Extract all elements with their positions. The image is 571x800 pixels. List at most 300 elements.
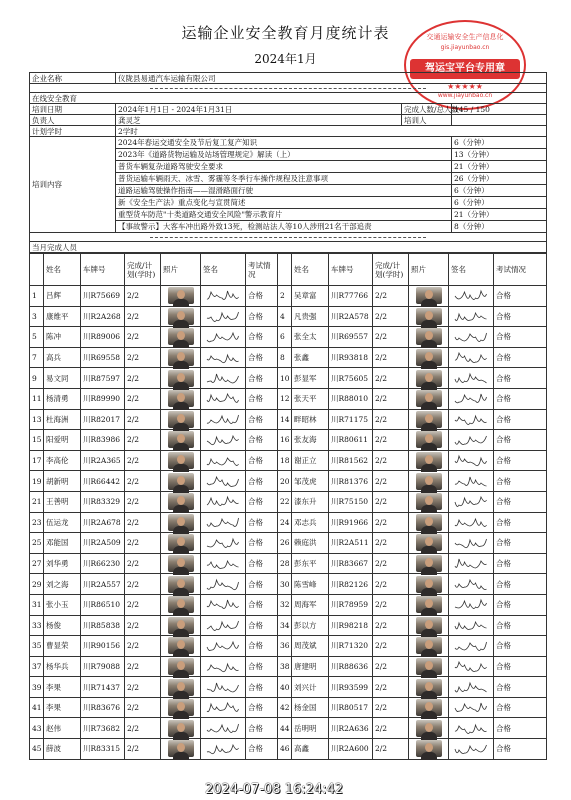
completion-ratio: 2/2	[373, 656, 409, 677]
photo-cell	[409, 615, 449, 636]
signature	[451, 514, 493, 531]
driver-photo	[416, 349, 442, 366]
plate-number: 川R93599	[329, 677, 373, 698]
signature	[451, 699, 493, 716]
row-number: 25	[30, 533, 44, 554]
signature	[203, 452, 245, 469]
table-row	[30, 718, 547, 739]
completion-ratio: 2/2	[125, 636, 161, 657]
photo-cell	[161, 409, 201, 430]
header-plate: 车牌号	[81, 254, 125, 286]
driver-name: 谢正立	[292, 450, 329, 471]
driver-name: 周海军	[292, 594, 329, 615]
exam-result: 合格	[246, 512, 278, 533]
signature-cell	[449, 286, 494, 307]
row-number: 12	[278, 388, 292, 409]
exam-result: 合格	[246, 594, 278, 615]
driver-name: 赵伟	[44, 718, 81, 739]
hours-value: 2学时	[116, 126, 547, 137]
signature-cell	[449, 739, 494, 760]
row-number: 44	[278, 718, 292, 739]
plate-number: 川R73682	[81, 718, 125, 739]
signature-cell	[449, 533, 494, 554]
plate-number: 川R66442	[81, 471, 125, 492]
photo-cell	[409, 306, 449, 327]
exam-result: 合格	[494, 697, 547, 718]
driver-photo	[416, 699, 442, 716]
exam-result: 合格	[494, 553, 547, 574]
driver-photo	[416, 431, 442, 448]
hours-label: 计划学时	[30, 126, 116, 137]
signature	[203, 308, 245, 325]
row-number: 21	[30, 491, 44, 512]
driver-photo	[416, 370, 442, 387]
signature	[451, 637, 493, 654]
photo-cell	[161, 718, 201, 739]
header-blank	[278, 254, 292, 286]
driver-photo	[168, 431, 194, 448]
signature-cell	[449, 430, 494, 451]
row-number: 11	[30, 388, 44, 409]
plate-number: 川R93818	[329, 347, 373, 368]
plate-number: 川R83329	[81, 491, 125, 512]
signature	[451, 555, 493, 572]
row-number: 1	[30, 286, 44, 307]
signature	[203, 658, 245, 675]
exam-result: 合格	[246, 677, 278, 698]
driver-name: 陈冲	[44, 327, 81, 348]
completion-ratio: 2/2	[125, 594, 161, 615]
table-row	[30, 533, 547, 554]
plate-number: 川R80517	[329, 697, 373, 718]
divider	[30, 233, 547, 242]
signature-cell	[449, 347, 494, 368]
driver-name: 曹显荣	[44, 636, 81, 657]
driver-photo	[416, 534, 442, 551]
signature-cell	[201, 306, 246, 327]
driver-photo	[416, 720, 442, 737]
plate-number: 川R89006	[81, 327, 125, 348]
row-number: 13	[30, 409, 44, 430]
plate-number: 川R91966	[329, 512, 373, 533]
photo-cell	[161, 388, 201, 409]
row-number: 43	[30, 718, 44, 739]
table-row	[30, 327, 547, 348]
exam-result: 合格	[246, 327, 278, 348]
header-sign: 签名	[449, 254, 494, 286]
completion-ratio: 2/2	[125, 739, 161, 760]
driver-photo	[416, 308, 442, 325]
signature	[203, 637, 245, 654]
driver-photo	[168, 637, 194, 654]
driver-name: 易文同	[44, 368, 81, 389]
signature	[203, 493, 245, 510]
signature-cell	[201, 574, 246, 595]
course-name: 2024年春运交通安全及节后复工复产知识	[116, 137, 452, 149]
completion-ratio: 2/2	[373, 327, 409, 348]
driver-photo	[168, 390, 194, 407]
completion-ratio: 2/2	[373, 306, 409, 327]
completion-ratio: 2/2	[125, 471, 161, 492]
driver-name: 张友海	[292, 430, 329, 451]
driver-name: 邓能国	[44, 533, 81, 554]
course-name: 道路运输驾驶操作指南——湿滑路面行驶	[116, 185, 452, 197]
count-value: 145 / 150	[452, 104, 547, 115]
signature	[451, 473, 493, 490]
exam-result: 合格	[246, 430, 278, 451]
completion-ratio: 2/2	[125, 697, 161, 718]
photo-cell	[409, 409, 449, 430]
plate-number: 川R71175	[329, 409, 373, 430]
completion-ratio: 2/2	[125, 718, 161, 739]
completion-ratio: 2/2	[373, 533, 409, 554]
row-number: 29	[30, 574, 44, 595]
photo-cell	[409, 533, 449, 554]
driver-name: 胡新明	[44, 471, 81, 492]
header-photo: 照片	[161, 254, 201, 286]
plate-number: 川R2A636	[329, 718, 373, 739]
stamp-arc-text: 交通运输安全生产信息化	[426, 33, 504, 41]
photo-cell	[409, 677, 449, 698]
driver-name: 张小玉	[44, 594, 81, 615]
course-duration: 13（分钟）	[452, 149, 547, 161]
signature-cell	[201, 656, 246, 677]
signature-cell	[449, 512, 494, 533]
driver-name: 王善明	[44, 491, 81, 512]
photo-cell	[161, 615, 201, 636]
completion-ratio: 2/2	[373, 368, 409, 389]
table-row	[30, 697, 547, 718]
exam-result: 合格	[494, 533, 547, 554]
signature	[451, 411, 493, 428]
driver-photo	[416, 452, 442, 469]
signature	[451, 370, 493, 387]
completed-label: 当月完成人员	[30, 242, 547, 253]
plate-number: 川R90156	[81, 636, 125, 657]
driver-photo	[168, 658, 194, 675]
exam-result: 合格	[246, 553, 278, 574]
row-number: 26	[278, 533, 292, 554]
row-number: 41	[30, 697, 44, 718]
exam-result: 合格	[246, 450, 278, 471]
driver-name: 吴章富	[292, 286, 329, 307]
photo-cell	[409, 574, 449, 595]
completion-ratio: 2/2	[373, 636, 409, 657]
plate-number: 川R2A511	[329, 533, 373, 554]
photo-cell	[161, 450, 201, 471]
exam-result: 合格	[494, 574, 547, 595]
driver-photo	[168, 287, 194, 304]
driver-photo	[416, 287, 442, 304]
driver-name: 陈雪峰	[292, 574, 329, 595]
plate-number: 川R71437	[81, 677, 125, 698]
completion-ratio: 2/2	[125, 615, 161, 636]
photo-cell	[409, 594, 449, 615]
photo-cell	[161, 636, 201, 657]
photo-cell	[161, 368, 201, 389]
signature	[451, 534, 493, 551]
signature-cell	[201, 409, 246, 430]
driver-name: 伍运龙	[44, 512, 81, 533]
photo-cell	[161, 533, 201, 554]
company-label: 企业名称	[30, 73, 116, 84]
driver-photo	[416, 617, 442, 634]
table-row	[30, 553, 547, 574]
company-value: 仪陇县易通汽车运输有限公司	[116, 73, 547, 84]
driver-name: 刘华勇	[44, 553, 81, 574]
driver-name: 赖庭洪	[292, 533, 329, 554]
photo-cell	[161, 656, 201, 677]
driver-name: 邓志兵	[292, 512, 329, 533]
signature-cell	[449, 491, 494, 512]
signature-cell	[201, 471, 246, 492]
photo-cell	[409, 388, 449, 409]
signature-cell	[449, 677, 494, 698]
plate-number: 川R83986	[81, 430, 125, 451]
driver-photo	[168, 308, 194, 325]
exam-result: 合格	[246, 533, 278, 554]
signature-cell	[201, 697, 246, 718]
photo-cell	[409, 368, 449, 389]
completion-ratio: 2/2	[373, 450, 409, 471]
course-name: 2023年《道路货物运输及站场管理规定》解读（上）	[116, 149, 452, 161]
timestamp-watermark: 2024-07-08 16:24:42	[205, 782, 344, 797]
plate-number: 川R82017	[81, 409, 125, 430]
course-name: 重型货车防范"十类道路交通安全风险"警示教育片	[116, 209, 452, 221]
driver-photo	[416, 514, 442, 531]
row-number: 39	[30, 677, 44, 698]
driver-name: 杨金国	[292, 697, 329, 718]
completion-ratio: 2/2	[373, 409, 409, 430]
row-number: 33	[30, 615, 44, 636]
completion-ratio: 2/2	[373, 574, 409, 595]
row-number: 9	[30, 368, 44, 389]
signature	[451, 390, 493, 407]
plate-number: 川R78959	[329, 594, 373, 615]
report-sheet	[29, 72, 546, 760]
driver-name: 张天平	[292, 388, 329, 409]
completion-ratio: 2/2	[373, 697, 409, 718]
driver-photo	[168, 699, 194, 716]
course-duration: 21（分钟）	[452, 161, 547, 173]
signature	[203, 287, 245, 304]
signature	[203, 555, 245, 572]
driver-photo	[416, 328, 442, 345]
row-number: 7	[30, 347, 44, 368]
course-duration: 6（分钟）	[452, 185, 547, 197]
plate-number: 川R2A578	[329, 306, 373, 327]
table-row	[30, 450, 547, 471]
signature-cell	[449, 574, 494, 595]
driver-name: 高兵	[44, 347, 81, 368]
completion-ratio: 2/2	[125, 430, 161, 451]
completion-ratio: 2/2	[125, 368, 161, 389]
stamp-url-top: gis.jiayunbao.cn	[440, 44, 490, 51]
row-number: 46	[278, 739, 292, 760]
driver-name: 岳明明	[292, 718, 329, 739]
driver-photo	[416, 576, 442, 593]
completion-ratio: 2/2	[373, 615, 409, 636]
photo-cell	[161, 327, 201, 348]
row-number: 6	[278, 327, 292, 348]
driver-photo	[416, 740, 442, 757]
driver-name: 高鑫	[292, 739, 329, 760]
exam-result: 合格	[494, 306, 547, 327]
driver-photo	[168, 679, 194, 696]
info-table	[29, 72, 547, 253]
exam-result: 合格	[246, 471, 278, 492]
table-row	[30, 430, 547, 451]
plate-number: 川R79088	[81, 656, 125, 677]
driver-photo	[416, 473, 442, 490]
photo-cell	[161, 553, 201, 574]
row-number: 30	[278, 574, 292, 595]
completion-ratio: 2/2	[373, 512, 409, 533]
photo-cell	[409, 553, 449, 574]
signature	[203, 390, 245, 407]
exam-result: 合格	[246, 368, 278, 389]
signature-cell	[201, 739, 246, 760]
header-name: 姓名	[292, 254, 329, 286]
signature	[203, 740, 245, 757]
signature	[451, 349, 493, 366]
row-number: 14	[278, 409, 292, 430]
plate-number: 川R87597	[81, 368, 125, 389]
signature-cell	[449, 615, 494, 636]
driver-photo	[168, 534, 194, 551]
signature-cell	[201, 553, 246, 574]
driver-photo	[416, 596, 442, 613]
trainer-value	[452, 115, 547, 126]
table-row	[30, 512, 547, 533]
driver-name: 凡贵强	[292, 306, 329, 327]
completion-ratio: 2/2	[373, 471, 409, 492]
exam-result: 合格	[494, 677, 547, 698]
driver-name: 杨清勇	[44, 388, 81, 409]
signature	[451, 596, 493, 613]
plate-number: 川R2A600	[329, 739, 373, 760]
plate-number: 川R80611	[329, 430, 373, 451]
row-number: 28	[278, 553, 292, 574]
completion-ratio: 2/2	[373, 677, 409, 698]
completion-ratio: 2/2	[125, 574, 161, 595]
signature	[203, 473, 245, 490]
trainer-label: 培训人	[402, 115, 452, 126]
driver-name: 唐建明	[292, 656, 329, 677]
signature-cell	[201, 430, 246, 451]
completion-ratio: 2/2	[125, 327, 161, 348]
driver-name: 薛波	[44, 739, 81, 760]
photo-cell	[409, 327, 449, 348]
completion-ratio: 2/2	[373, 594, 409, 615]
driver-name: 李高伦	[44, 450, 81, 471]
driver-name: 畔昭林	[292, 409, 329, 430]
header-sign: 签名	[201, 254, 246, 286]
completion-ratio: 2/2	[125, 450, 161, 471]
plate-number: 川R89990	[81, 388, 125, 409]
header-plate: 车牌号	[329, 254, 373, 286]
row-number: 34	[278, 615, 292, 636]
row-number: 2	[278, 286, 292, 307]
exam-result: 合格	[494, 471, 547, 492]
driver-name: 康维平	[44, 306, 81, 327]
signature-cell	[201, 388, 246, 409]
divider	[30, 84, 547, 93]
course-name: 普货车辆复杂道路驾驶安全要求	[116, 161, 452, 173]
row-number: 32	[278, 594, 292, 615]
people-table	[29, 253, 547, 760]
driver-photo	[168, 514, 194, 531]
completion-ratio: 2/2	[373, 718, 409, 739]
driver-photo	[168, 596, 194, 613]
driver-name: 周茂斌	[292, 636, 329, 657]
signature-cell	[449, 636, 494, 657]
driver-photo	[416, 411, 442, 428]
signature	[203, 431, 245, 448]
table-row	[30, 677, 547, 698]
signature-cell	[201, 512, 246, 533]
exam-result: 合格	[494, 286, 547, 307]
row-number: 40	[278, 677, 292, 698]
photo-cell	[409, 450, 449, 471]
driver-name: 刘之海	[44, 574, 81, 595]
exam-result: 合格	[494, 512, 547, 533]
exam-result: 合格	[246, 739, 278, 760]
plate-number: 川R71320	[329, 636, 373, 657]
photo-cell	[161, 677, 201, 698]
signature	[203, 328, 245, 345]
driver-name: 刘兴计	[292, 677, 329, 698]
photo-cell	[409, 739, 449, 760]
photo-cell	[161, 286, 201, 307]
photo-cell	[409, 286, 449, 307]
signature	[451, 328, 493, 345]
exam-result: 合格	[246, 306, 278, 327]
exam-result: 合格	[494, 409, 547, 430]
driver-photo	[168, 411, 194, 428]
row-number: 36	[278, 636, 292, 657]
signature-cell	[449, 388, 494, 409]
exam-result: 合格	[494, 615, 547, 636]
exam-result: 合格	[246, 615, 278, 636]
completion-ratio: 2/2	[125, 512, 161, 533]
signature-cell	[201, 636, 246, 657]
signature-cell	[201, 368, 246, 389]
photo-cell	[409, 347, 449, 368]
signature	[451, 576, 493, 593]
photo-cell	[161, 697, 201, 718]
signature-cell	[201, 533, 246, 554]
exam-result: 合格	[494, 594, 547, 615]
driver-photo	[168, 370, 194, 387]
signature-cell	[449, 594, 494, 615]
plate-number: 川R2A509	[81, 533, 125, 554]
signature	[451, 493, 493, 510]
signature-cell	[201, 491, 246, 512]
signature-cell	[449, 368, 494, 389]
row-number: 22	[278, 491, 292, 512]
plate-number: 川R66230	[81, 553, 125, 574]
exam-result: 合格	[494, 388, 547, 409]
header-result: 考试情况	[494, 254, 547, 286]
driver-name: 彭东平	[292, 553, 329, 574]
signature-cell	[201, 615, 246, 636]
signature	[451, 679, 493, 696]
table-row	[30, 306, 547, 327]
signature-cell	[201, 286, 246, 307]
signature	[451, 287, 493, 304]
count-label: 完成人数/总人数	[402, 104, 452, 115]
